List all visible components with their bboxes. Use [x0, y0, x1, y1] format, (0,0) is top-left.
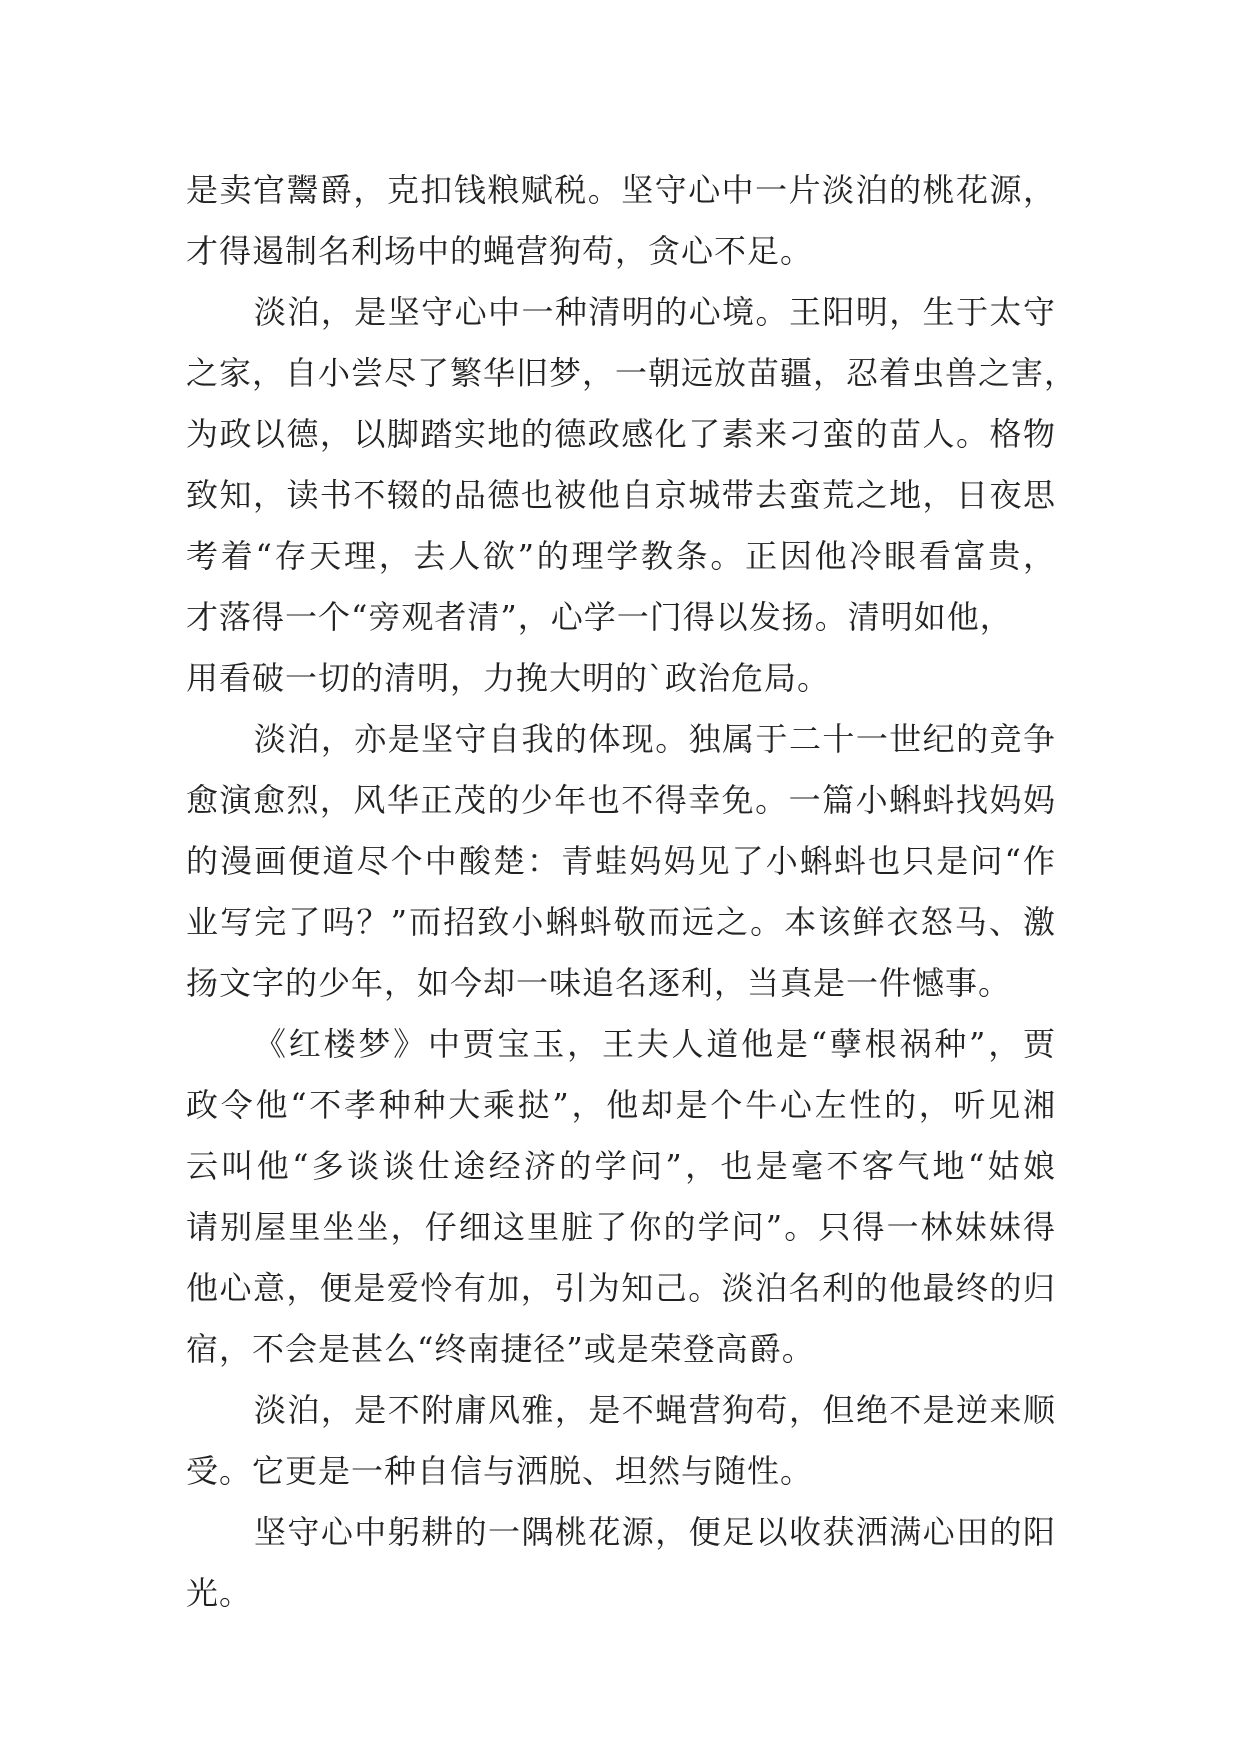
text-line: 之家，自小尝尽了繁华旧梦，一朝远放苗疆，忍着虫兽之害，	[186, 354, 1078, 392]
text-line: 请别屋里坐坐，仔细这里脏了你的学问”。只得一林妹妹得	[186, 1208, 1056, 1246]
paragraph-first-line: 淡泊，是坚守心中一种清明的心境。王阳明，生于太守	[254, 293, 1056, 331]
text-line: 扬文字的少年，如今却一味追名逐利，当真是一件憾事。	[186, 964, 1012, 1002]
text-line: 云叫他“多谈谈仕途经济的学问”，也是毫不客气地“姑娘	[186, 1147, 1056, 1185]
text-line: 致知，读书不辍的品德也被他自京城带去蛮荒之地，日夜思	[186, 476, 1056, 514]
text-line: 受。它更是一种自信与洒脱、坦然与随性。	[186, 1452, 814, 1490]
text-line: 考着“存天理，去人欲”的理学教条。正因他冷眼看富贵，	[186, 537, 1056, 575]
text-line: 用看破一切的清明，力挽大明的`政治危局。	[186, 659, 831, 697]
text-line: 宿，不会是甚么“终南捷径”或是荣登高爵。	[186, 1330, 815, 1368]
text-line: 愈演愈烈，风华正茂的少年也不得幸免。一篇小蝌蚪找妈妈	[186, 781, 1056, 819]
text-line: 是卖官鬻爵，克扣钱粮赋税。坚守心中一片淡泊的桃花源，	[186, 171, 1056, 209]
paragraph-first-line: 淡泊，是不附庸风雅，是不蝇营狗苟，但绝不是逆来顺	[254, 1391, 1056, 1429]
text-line: 政令他“不孝种种大乘挞”，他却是个牛心左性的，听见湘	[186, 1086, 1056, 1124]
text-line: 光。	[186, 1574, 253, 1612]
paragraph-first-line: 《红楼梦》中贾宝玉，王夫人道他是“孽根祸种”，贾	[254, 1025, 1056, 1063]
text-line: 才得遏制名利场中的蝇营狗苟，贪心不足。	[186, 232, 814, 270]
text-line: 业写完了吗？”而招致小蝌蚪敬而远之。本该鲜衣怒马、激	[186, 903, 1056, 941]
paragraph-first-line: 淡泊，亦是坚守自我的体现。独属于二十一世纪的竞争	[254, 720, 1056, 758]
essay-body	[186, 160, 1078, 1624]
text-line: 为政以德，以脚踏实地的德政感化了素来刁蛮的苗人。格物	[186, 415, 1056, 453]
paragraph-first-line: 坚守心中躬耕的一隅桃花源，便足以收获洒满心田的阳	[254, 1513, 1056, 1551]
text-line: 才落得一个“旁观者清”，心学一门得以发扬。清明如他，	[186, 598, 1013, 636]
text-line: 的漫画便道尽个中酸楚：青蛙妈妈见了小蝌蚪也只是问“作	[186, 842, 1056, 880]
text-line: 他心意，便是爱怜有加，引为知己。淡泊名利的他最终的归	[186, 1269, 1056, 1307]
